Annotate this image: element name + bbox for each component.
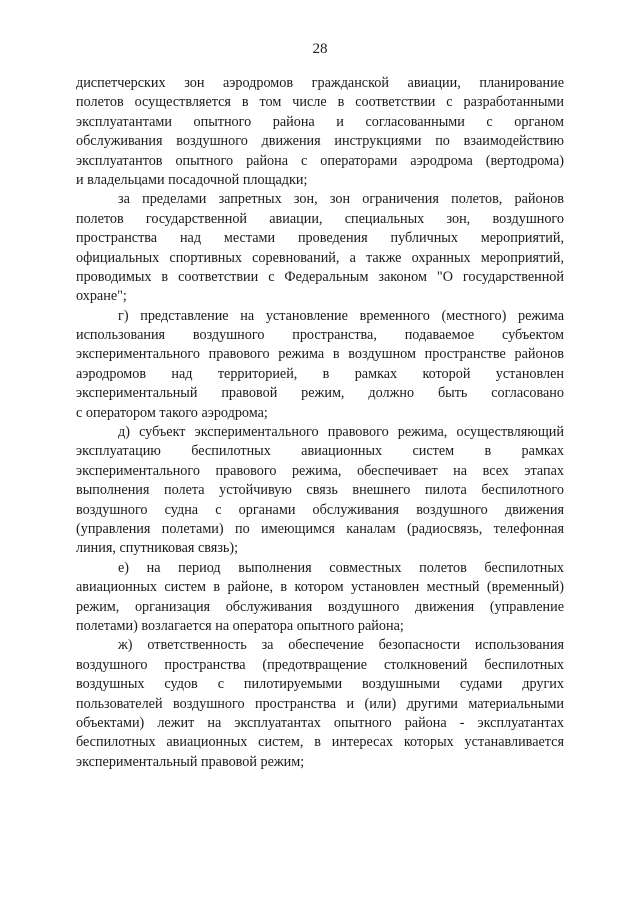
text-line: и владельцами посадочной площадки;: [76, 171, 308, 188]
text-line: обслуживания воздушного движения инструкциями по взаимодействию: [76, 133, 564, 150]
text-line: полетов государственной авиации, специальных зон, воздушного: [76, 210, 564, 227]
text-line: пользователей воздушного пространства и (или) другими материальными: [76, 695, 564, 712]
text-line: ж) ответственность за обеспечение безопасности использования: [118, 637, 564, 654]
text-line: е) на период выполнения совместных полетов беспилотных: [118, 559, 564, 576]
text-line: за пределами запретных зон, зон ограничения полетов, районов: [118, 191, 564, 208]
text-line: д) субъект экспериментального правового режима, осуществляющий: [118, 424, 564, 441]
text-line: полетами) возлагается на оператора опытного района;: [76, 617, 404, 634]
text-line: беспилотных авиационных систем, в интересах которых устанавливается: [76, 734, 564, 751]
text-line: экспериментальный правовой режим;: [76, 753, 305, 770]
text-line: экспериментального правового режима, обеспечивает на всех этапах: [76, 462, 564, 479]
text-line: воздушного пространства (предотвращение столкновений беспилотных: [76, 656, 564, 673]
text-line: режим, организация обслуживания воздушного движения (управление: [76, 598, 564, 615]
text-line: пространства над местами проведения публичных мероприятий,: [76, 230, 564, 247]
document-body: [76, 74, 564, 772]
page-number: 28: [312, 41, 328, 57]
text-line: использования воздушного пространства, подаваемое субъектом: [76, 327, 564, 344]
text-line: выполнения полета устойчивую связь внешнего пилота беспилотного: [76, 482, 564, 499]
text-line: с оператором такого аэродрома;: [76, 404, 268, 421]
text-line: проводимых в соответствии с Федеральным законом "О государственной: [76, 268, 564, 285]
text-line: охране";: [76, 288, 127, 305]
text-line: (управления полетами) по имеющимся каналам (радиосвязь, телефонная: [76, 520, 564, 537]
text-line: диспетчерских зон аэродромов гражданской авиации, планирование: [76, 75, 564, 91]
text-line: аэродромов над территорией, в рамках которой установлен: [76, 365, 564, 382]
text-line: полетов осуществляется в том числе в соответствии с разработанными: [76, 94, 564, 111]
text-line: экспериментального правового режима в воздушном пространстве районов: [76, 346, 564, 363]
text-line: объектами) лежит на эксплуатантах опытного района - эксплуатантах: [76, 714, 564, 731]
text-line: экспериментальный правовой режим, должно быть согласовано: [76, 385, 564, 402]
text-line: авиационных систем в районе, в котором установлен местный (временный): [76, 579, 564, 596]
text-line: г) представление на установление временного (местного) режима: [118, 307, 564, 324]
text-line: линия, спутниковая связь);: [76, 540, 239, 557]
text-line: воздушных судов с пилотируемыми воздушными судами других: [76, 676, 564, 693]
text-line: эксплуатантов опытного района с операторами аэродрома (вертодрома): [76, 152, 564, 169]
text-line: эксплуатантами опытного района и согласованными с органом: [76, 113, 564, 130]
text-line: воздушного судна с органами обслуживания воздушного движения: [76, 501, 564, 518]
text-line: официальных спортивных соревнований, а также охранных мероприятий,: [76, 249, 564, 266]
text-line: эксплуатацию беспилотных авиационных систем в рамках: [76, 443, 564, 460]
